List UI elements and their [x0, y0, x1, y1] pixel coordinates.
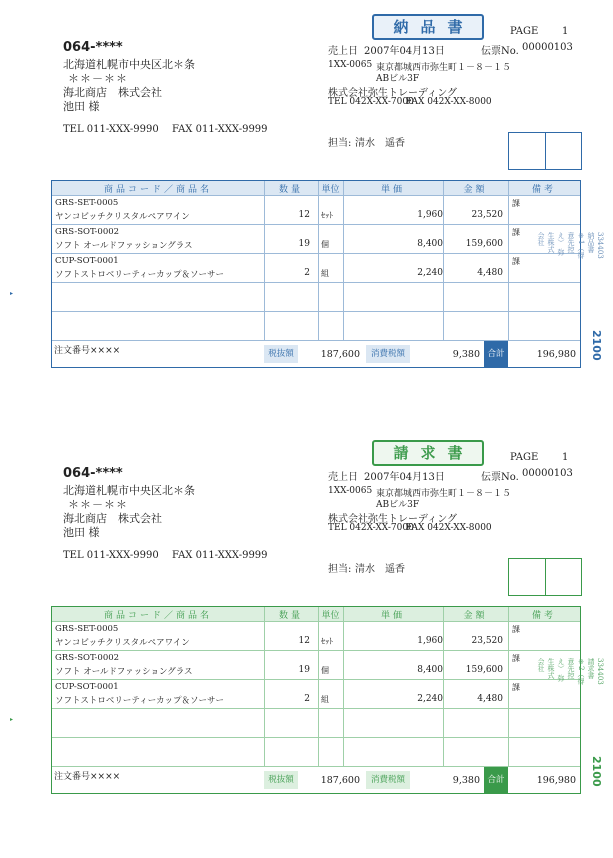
header-product: 商品コード／商品名	[103, 611, 212, 621]
customer-company: 海北商店 株式会社	[63, 86, 162, 99]
customer-company: 海北商店 株式会社	[63, 512, 162, 525]
sender-fax: FAX 042X-XX-8000	[406, 523, 492, 533]
header-note: 備考	[531, 611, 556, 621]
customer-attention: 池田 様	[63, 526, 100, 539]
subtotal-value: 187,600	[320, 775, 360, 786]
order-number: 注文番号××××	[54, 346, 121, 356]
item-amount: 159,600	[465, 239, 503, 249]
item-name: ヤンコビッチクリスタルペアワイン	[55, 638, 190, 648]
item-tax: 課	[512, 625, 520, 634]
rep-name: 清水 遥香	[355, 564, 405, 575]
header-note: 備考	[531, 185, 556, 195]
header-amount: 金額	[463, 611, 488, 621]
stamp-box	[508, 558, 582, 596]
header-price: 単価	[380, 611, 405, 621]
customer-address2: ＊＊－＊＊	[68, 72, 128, 85]
item-qty: 19	[298, 239, 310, 249]
item-price: 1,960	[417, 210, 443, 220]
item-amount: 4,480	[477, 694, 503, 704]
header-price: 単価	[380, 185, 405, 195]
customer-fax: FAX 011-XXX-9999	[172, 124, 268, 135]
header-product: 商品コード／商品名	[103, 185, 212, 195]
table-row	[52, 224, 580, 253]
customer-zip: 064-****	[63, 466, 123, 481]
total-label: 合計	[484, 767, 508, 793]
item-tax: 課	[512, 199, 520, 208]
side-code: 334403 納品書 ※1（得意先控え） 弥生株式会社	[537, 232, 604, 259]
customer-tel: TEL 011-XXX-9990	[63, 550, 159, 561]
sales-date-label: 売上日	[328, 472, 358, 483]
item-price: 1,960	[417, 636, 443, 646]
header-unit: 単位	[321, 185, 340, 195]
form-number: 2100	[590, 756, 603, 787]
document-title: 納品書	[372, 14, 484, 40]
header-qty: 数量	[278, 611, 303, 621]
items-table	[51, 180, 581, 368]
header-qty: 数量	[278, 185, 303, 195]
table-row	[52, 679, 580, 708]
item-unit: 組	[321, 695, 329, 704]
item-code: GRS-SOT-0002	[55, 653, 120, 663]
item-unit: ｾｯﾄ	[321, 211, 333, 220]
customer-address2: ＊＊－＊＊	[68, 498, 128, 511]
item-amount: 23,520	[471, 210, 503, 220]
sender-address: 東京都城西市弥生町１－８－１５	[376, 489, 512, 499]
sales-date: 2007年04月13日	[364, 472, 445, 483]
header-unit: 単位	[321, 611, 340, 621]
item-unit: ｾｯﾄ	[321, 637, 333, 646]
item-price: 2,240	[417, 268, 443, 278]
tax-label: 消費税額	[366, 771, 410, 789]
rep-label: 担当:	[328, 564, 352, 575]
table-header	[52, 181, 580, 195]
table-footer	[52, 341, 580, 367]
rep-name: 清水 遥香	[355, 138, 405, 149]
item-qty: 19	[298, 665, 310, 675]
sender-zip: 1XX-0065	[328, 486, 373, 496]
form-number: 2100	[590, 330, 603, 361]
total-value: 196,980	[536, 775, 576, 786]
sales-date-label: 売上日	[328, 46, 358, 57]
document-title: 請求書	[372, 440, 484, 466]
slip-label: 伝票No.	[481, 46, 519, 57]
subtotal-label: 税抜額	[264, 771, 298, 789]
item-price: 8,400	[417, 239, 443, 249]
item-code: GRS-SOT-0002	[55, 227, 120, 237]
customer-address1: 北海道札幌市中央区北＊条	[63, 58, 195, 71]
page-number: 1	[562, 26, 569, 37]
sales-date: 2007年04月13日	[364, 46, 445, 57]
item-unit: 個	[321, 666, 329, 675]
item-code: CUP-SOT-0001	[55, 256, 119, 266]
tax-value: 9,380	[452, 349, 480, 360]
table-row	[52, 650, 580, 679]
customer-attention: 池田 様	[63, 100, 100, 113]
sender-address: 東京都城西市弥生町１－８－１５	[376, 63, 512, 73]
item-price: 8,400	[417, 665, 443, 675]
item-code: GRS-SET-0005	[55, 624, 119, 634]
item-qty: 2	[304, 268, 310, 278]
subtotal-label: 税抜額	[264, 345, 298, 363]
table-row	[52, 621, 580, 650]
header-amount: 金額	[463, 185, 488, 195]
item-qty: 2	[304, 694, 310, 704]
item-amount: 4,480	[477, 268, 503, 278]
item-qty: 12	[298, 636, 310, 646]
table-row	[52, 195, 580, 224]
side-code: 334403 請求書 ※2（得意先控え） 弥生株式会社	[537, 658, 604, 685]
item-price: 2,240	[417, 694, 443, 704]
sender-zip: 1XX-0065	[328, 60, 373, 70]
sender-name: 株式会社弥生トレーディング	[328, 88, 457, 99]
sender-building: ABビル3F	[376, 500, 420, 510]
slip-label: 伝票No.	[481, 472, 519, 483]
item-name: ソフトストロベリーティーカップ＆ソーサー	[55, 270, 224, 280]
total-label: 合計	[484, 341, 508, 367]
item-tax: 課	[512, 683, 520, 692]
page-number: 1	[562, 452, 569, 463]
table-footer	[52, 767, 580, 793]
item-name: ソフトストロベリーティーカップ＆ソーサー	[55, 696, 224, 706]
item-tax: 課	[512, 654, 520, 663]
sender-fax: FAX 042X-XX-8000	[406, 97, 492, 107]
item-qty: 12	[298, 210, 310, 220]
item-name: ソフト オールドファッショングラス	[55, 241, 193, 251]
item-name: ヤンコビッチクリスタルペアワイン	[55, 212, 190, 222]
page-label: PAGE	[510, 452, 539, 463]
item-tax: 課	[512, 228, 520, 237]
total-value: 196,980	[536, 349, 576, 360]
table-row	[52, 253, 580, 282]
customer-zip: 064-****	[63, 40, 123, 55]
item-name: ソフト オールドファッショングラス	[55, 667, 193, 677]
tax-label: 消費税額	[366, 345, 410, 363]
customer-tel: TEL 011-XXX-9990	[63, 124, 159, 135]
table-header	[52, 607, 580, 621]
page-label: PAGE	[510, 26, 539, 37]
order-number: 注文番号××××	[54, 772, 121, 782]
slip-number: 00000103	[522, 42, 573, 53]
sender-tel: TEL 042X-XX-7000	[328, 523, 414, 533]
stamp-box	[508, 132, 582, 170]
customer-address1: 北海道札幌市中央区北＊条	[63, 484, 195, 497]
item-unit: 組	[321, 269, 329, 278]
sender-tel: TEL 042X-XX-7000	[328, 97, 414, 107]
sender-name: 株式会社弥生トレーディング	[328, 514, 457, 525]
margin-mark: ▸	[10, 716, 14, 723]
margin-mark: ▸	[10, 290, 14, 297]
rep-label: 担当:	[328, 138, 352, 149]
item-amount: 23,520	[471, 636, 503, 646]
item-amount: 159,600	[465, 665, 503, 675]
item-tax: 課	[512, 257, 520, 266]
item-code: CUP-SOT-0001	[55, 682, 119, 692]
items-table	[51, 606, 581, 794]
tax-value: 9,380	[452, 775, 480, 786]
customer-fax: FAX 011-XXX-9999	[172, 550, 268, 561]
sender-building: ABビル3F	[376, 74, 420, 84]
item-code: GRS-SET-0005	[55, 198, 119, 208]
slip-number: 00000103	[522, 468, 573, 479]
item-unit: 個	[321, 240, 329, 249]
subtotal-value: 187,600	[320, 349, 360, 360]
